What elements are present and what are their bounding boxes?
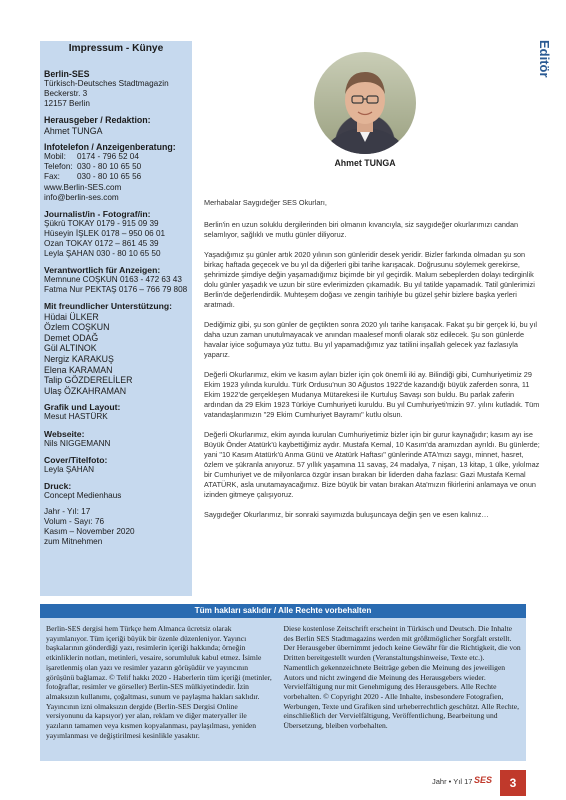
support-name: Ulaş ÖZKAHRAMAN <box>44 385 127 396</box>
editorial-paragraph: Saygıdeğer Okurlarımız, bir sonraki sayımızda buluşuncaya değin şen ve esen kalınız… <box>204 510 489 519</box>
fax-label: Fax: <box>44 172 60 182</box>
issue-line: zum Mitnehmen <box>44 537 103 547</box>
web-name: Nils NIGGEMANN <box>44 438 111 448</box>
journalists-title: Journalist/in - Fotograf/in: <box>44 208 151 219</box>
ads-line: Memnune COŞKUN 0163 - 472 63 43 <box>44 275 182 285</box>
contact-section <box>44 142 188 203</box>
portrait-caption: Ahmet TUNGA <box>334 158 396 168</box>
email-link[interactable]: info@berlin-ses.com <box>44 192 119 202</box>
journalists-section <box>44 209 188 259</box>
issue-line: Kasım – November 2020 <box>44 527 135 537</box>
issue-line: Jahr - Yıl: 17 <box>44 507 91 517</box>
editorial-paragraph: Değerli Okurlarımız, ekim ve kasım ayları bizler için çok önemli iki ay. Bilindiği gibi, Cumhuriyetimiz 29 Ekim 1923 yılında kuruldu. Türk Ordusu'nun 30 Ağustos 1922'de kazandığı büyük zaferden sonra, 11 Ekim 1922'de gerçekleşen Mudanya Mütarekesi ile Kurtuluş Savaşı son buldu. Bu parlak zaferin ardından da 29 Ekim 1923 Türkiye Cumhuriyeti kuruldu. Bu yıl Cumhuriyeti'mizin 97. yılını kutladık. Tüm vatandaşlarımızın "29 Ekim Cumhuriyet Bayramı" kutlu olsun. <box>204 370 540 419</box>
contact-mobile <box>44 152 188 162</box>
phone-label: Telefon: <box>44 162 73 172</box>
impressum-box <box>40 41 192 596</box>
support-name: Elena KARAMAN <box>44 364 113 375</box>
editor-portrait <box>314 52 416 154</box>
editorial-paragraph: Berlin'in en uzun soluklu dergilerinden biri olmanın kıvancıyla, siz saygıdeğer okurlarımızı candan selamlıyor, sağlıklı ve mutlu günler diliyoruz. <box>204 220 519 239</box>
mobile-label: Mobil: <box>44 152 66 162</box>
rights-header: Tüm hakları saklıdır / Alle Rechte vorbehalten <box>40 604 526 618</box>
support-name: Özlem COŞKUN <box>44 322 110 333</box>
contact-title: Infotelefon / Anzeigenberatung: <box>44 142 176 153</box>
rights-box <box>40 618 526 761</box>
contact-fax <box>44 172 188 182</box>
issue-section <box>44 507 188 547</box>
support-title: Mit freundlicher Unterstützung: <box>44 301 172 312</box>
publisher-line: Türkisch-Deutsches Stadtmagazin <box>44 79 169 89</box>
editor-name: Ahmet TUNGA <box>44 125 103 136</box>
page-footer <box>0 770 566 790</box>
cover-section <box>44 455 188 475</box>
mobile-value: 0174 - 796 52 04 <box>77 152 139 162</box>
ads-title: Verantwortlich für Anzeigen: <box>44 265 161 276</box>
web-section <box>44 429 188 449</box>
editorial-paragraph: Yaşadığımız şu günler artık 2020 yılının son günleridir desek yeridir. Bizler farkında olmadan şu son birkaç haftada geçecek ve bu yıl da diğerleri gibi tarihe karışacak. Doğrusunu söylemek gerekirse, şehrimizde şimdiye değin yaşamadığımız biçimde bir yıl geçirdik. Malum sebeplerden dolayı tedirginlik dolu günler yaşadık ve uzun bir süre evlerimizden çıkamadık. Bu yıl tatilde yapamadık. Tatil günlerimizi Berlin'de değerlendirdik. Muhteşem doğası ve zengin tarihiyle bu güzel şehir bizlere başka yerleri aratmadı. <box>204 250 535 309</box>
phone-value: 030 - 80 10 65 50 <box>77 162 142 172</box>
editor-title: Herausgeber / Redaktion: <box>44 115 151 126</box>
support-name: Hüdai ÜLKER <box>44 311 99 322</box>
journalist-line: Leyla ŞAHAN 030 - 80 10 65 50 <box>44 249 161 259</box>
rights-text-german: Diese kostenlose Zeitschrift erscheint in Türkisch und Deutsch. Die Inhalte des Berlin SES Stadtmagazins werden mit größtmöglicher Sorgfalt erstellt. Der Herausgeber übernimmt jedoch keine Gewähr für die Richtigkeit, die von Dritten bereitgestellt wurden (Veranstaltungshinweise, Texte etc.). Namentlich gekennzeichnete Beiträge geben die Meinung des jeweiligen Autors und nicht zwingend die Meinung des Herausgebers wieder. Vervielfältigung nur mit Genehmigung des Herausgebers. Alle Rechte vorbehalten. © Copyright 2020 - Alle Inhalte, insbesondere Fotografien, Werbungen, Texte und Grafiken sind urheberrechtlich geschützt. Alle Rechte, einschließlich der Vervielfältigung, Veröffentlichung, Bearbeitung und Übersetzung, bleiben vorbehalten. <box>283 624 521 731</box>
publisher-line: Beckerstr. 3 <box>44 89 88 99</box>
editor-section <box>44 115 188 136</box>
ses-logo: SES <box>474 775 493 785</box>
contact-phone <box>44 162 188 172</box>
fax-value: 030 - 80 10 65 56 <box>77 172 142 182</box>
support-name: Demet ODAĞ <box>44 332 99 343</box>
web-title: Webseite: <box>44 428 85 439</box>
editorial-text <box>204 198 540 530</box>
graphic-section <box>44 402 188 422</box>
cover-name: Leyla ŞAHAN <box>44 464 95 474</box>
support-section <box>44 301 188 396</box>
journalist-line: Şükrü TOKAY 0179 - 915 09 39 <box>44 218 159 228</box>
support-name: Talip GÖZDERELİLER <box>44 375 133 386</box>
support-name: Gül ALTINOK <box>44 343 97 354</box>
editor-tab-label: Editör <box>537 40 552 78</box>
print-section <box>44 481 188 501</box>
graphic-title: Grafik und Layout: <box>44 402 121 413</box>
support-name: Nergiz KARAKUŞ <box>44 353 114 364</box>
journalist-line: Hüseyin İŞLEK 0178 – 950 06 01 <box>44 228 166 238</box>
impressum-title: Impressum - Künye <box>68 43 164 54</box>
graphic-name: Mesut HASTÜRK <box>44 412 108 422</box>
portrait-illustration <box>314 52 416 154</box>
ads-line: Fatma Nur PEKTAŞ 0176 – 766 79 808 <box>44 285 188 295</box>
rights-text-turkish: Berlin-SES dergisi hem Türkçe hem Almanca ücretsiz olarak yayımlanıyor. Tüm içeriği büyük bir özenle düzenleniyor. Yayıncı başkalarının gönderdiği yazı, resimlerin içeriği hakkında; örneğin etkinliklerin notları, metinleri, vesaire, sorumluluk kabul etmez. İsimle işaretlenmiş olan yazı ve resimler yazarın görüşüdür ve yayıncının görüşünü bağlamaz. © Telif hakkı 2020 - Haberlerin tüm içeriği (metinler, fotoğraflar, resimler ve görseller) Berlin-SES mülkiyetindedir. İzin almaksızın kullanımı, çoğaltması, sunum ve paylaşma hakları saklıdır. Yayıncının izni olmaksızın dergide (Berlin-SES Dergisi Online versiyonunu da kapsıyor) yer alan, reklam ve diğer materyaller ile yazıların tamamen veya kısmen kopyalanması, paylaşılması, yeniden yayımlanması ve değiştirilmesi kesinlikle yasaktır. <box>46 624 272 740</box>
editorial-paragraph: Merhabalar Saygıdeğer SES Okurları, <box>204 198 327 207</box>
ads-section <box>44 265 188 295</box>
editorial-paragraph: Değerli Okurlarımız, ekim ayında kurulan Cumhuriyetimiz bizler için bir gurur kaynağıdır; kasım ayı ise Büyük Önder Atatürk'ü kaybettiğimiz aydır. Mustafa Kemal, 10 Kasım'da aramızdan ayrıldı. Bu günlerde; yani "10 Kasım Atatürk'ü Anma Günü ve Atatürk Haftası" günlerinde ATA'mızı saygı, minnet, hasret, özlem ve şükranla anıyoruz. 57 yıllık yaşamına 11 savaş, 24 madalya, 7 nişan, 13 kitap, 1 ülke, yıkılmaz bir Cumhuriyet ve de milyonlarca özgür insan bırakan bir liderden daha fazlası: Gazi Mustafa Kemal ATATÜRK, asla unutamayacağımız. Bize büyük bir vatan bırakan Ata'mızın fikirlerini anlamaya ve onun izinden gitmeye çalışıyoruz. <box>204 430 540 499</box>
publisher-line: 12157 Berlin <box>44 99 90 109</box>
page-number: 3 <box>500 770 526 796</box>
print-title: Druck: <box>44 480 72 491</box>
print-name: Concept Medienhaus <box>44 490 122 500</box>
editorial-paragraph: Dediğimiz gibi, şu son günler de geçtikten sonra 2020 yılı tarihe karışacak. Fakat şu bir gerçek ki, bu yıl daha uzun zaman unutulmayacak ve anından maalesef monfi olarak söz edilecek. Şu son günlerde havalar iyice soğumaya yüz tuttu. Bu yıl yapamadığımız yaz tatilini inşallah gelecek yaz fazlasıyla yaparız. <box>204 320 537 359</box>
cover-title: Cover/Titelfoto: <box>44 454 108 465</box>
issue-line: Volum - Sayı: 76 <box>44 517 105 527</box>
journalist-line: Ozan TOKAY 0172 – 861 45 39 <box>44 239 159 248</box>
website-link[interactable]: www.Berlin-SES.com <box>44 182 122 192</box>
publisher-section <box>44 69 188 109</box>
publisher-title: Berlin-SES <box>44 69 90 80</box>
footer-issue: Jahr • Yıl 17 <box>432 777 473 786</box>
editor-section-tab <box>536 40 552 100</box>
